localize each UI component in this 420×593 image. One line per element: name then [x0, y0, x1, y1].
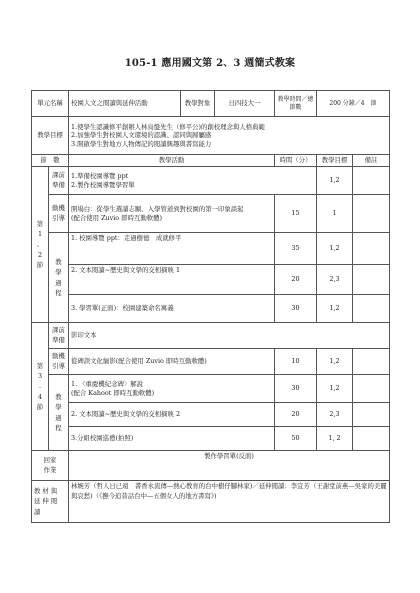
p1-step-text: 2. 文本閱讀~歷史與文學的交相摘映 1 — [69, 265, 275, 295]
col-objective: 教學目標 — [317, 155, 353, 167]
column-header-row — [32, 155, 390, 167]
p2-motivation-label: 動機 引導 — [49, 349, 69, 375]
p1-motivation-remarks — [353, 195, 390, 233]
goals-label: 教學目標 — [32, 117, 69, 155]
p2-step-remarks — [353, 427, 390, 451]
p1-step-text: 1. 校園導覽 ppt：走過樹德 成就修平 — [69, 233, 275, 265]
unit-label: 單元名稱 — [32, 91, 69, 117]
p2-step-objective: 1,2 — [317, 375, 353, 403]
p2-step-minutes: 20 — [275, 403, 317, 427]
p2-motivation-remarks — [353, 349, 390, 375]
p1-step-remarks — [353, 295, 390, 323]
p2-motivation-objective: 1,2 — [317, 349, 353, 375]
p1-step-remarks — [353, 233, 390, 265]
p1-motivation-objective: 1 — [317, 195, 353, 233]
materials-row — [32, 481, 390, 523]
goal-item: 2.加強學生對校園人文環境的認識、認同與歸屬感 — [71, 131, 212, 140]
p1-step-remarks — [353, 265, 390, 295]
time-label: 教學時間／總節數 — [275, 91, 317, 117]
p1-motivation-label: 動機 引導 — [49, 195, 69, 233]
p2-step-remarks — [353, 403, 390, 427]
p1-prep-row — [32, 167, 390, 195]
p1-prep-remarks — [353, 167, 390, 195]
p1-motivation-row — [32, 195, 390, 233]
p2-step-objective: 1, 2 — [317, 427, 353, 451]
audience-label: 教學對象 — [181, 91, 215, 117]
p1-step-minutes: 35 — [275, 233, 317, 265]
goal-item: 1.使學生認識修平創辦人林烏盤先生（修平公)的創校理念與人格典範 — [71, 123, 265, 131]
unit-value: 校園人文之閱讀與延伸活動 — [69, 91, 181, 117]
p1-period-label: 第 1 、 2 節 — [32, 167, 49, 323]
p2-step-text: 3.分組校園巡禮(拍照) — [69, 427, 275, 451]
p1-motivation-minutes: 15 — [275, 195, 317, 233]
p2-period-label: 第 3 . 4 節 — [32, 323, 49, 451]
p2-prep-row — [32, 323, 390, 349]
col-remarks: 備註 — [353, 155, 390, 167]
lesson-plan-table — [31, 90, 390, 523]
col-minutes: 時間（分） — [275, 155, 317, 167]
materials-content: 林婉芳（哲人日已遠 書香永流傳—熱心教育的台中樹仔腳林家)／延伸閱讀：李宜芳（王謝堂前燕—吳家的美麗與哀愁)（《撫今追昔話台中—五個女人的地方書寫》) — [69, 481, 390, 523]
p1-step-minutes: 20 — [275, 265, 317, 295]
goals-row — [32, 117, 390, 155]
p1-motivation-content: 開場白：從學生選讀志願、入學管道到對校園的第一印象談起 (配合使用 Zuvio 即時互動軟體) — [69, 195, 275, 233]
p2-prep-content: 影印文本 — [69, 323, 390, 349]
p1-step-row — [32, 265, 390, 295]
p2-motivation-content: 從碑誤文化緬影(配合使用 Zuvio 即時互動軟體) — [69, 349, 275, 375]
p1-step-objective: 1,2 — [317, 233, 353, 265]
p2-motivation-row — [32, 349, 390, 375]
p2-step-row — [32, 375, 390, 403]
p2-step-text: 2. 文本閱讀~歷史與文學的交相摘映 2 — [69, 403, 275, 427]
materials-label: 教 材 與 延 伸 閱 讀 — [32, 481, 69, 523]
homework-label: 回家 作業 — [32, 451, 69, 481]
p2-step-text: 1. 〈重慶機紀念碑〉解說 (配合 Kahoot 即時互動軟體) — [69, 375, 275, 403]
col-activity: 教學活動 — [69, 155, 275, 167]
p1-prep-content: 1.準備校園導覽 ppt 2.製作校園導覽學習單 — [69, 167, 317, 195]
p2-step-minutes: 50 — [275, 427, 317, 451]
p2-motivation-minutes: 10 — [275, 349, 317, 375]
p2-step-objective: 2,3 — [317, 403, 353, 427]
goals-list — [69, 117, 390, 155]
p2-prep-label: 課前 準備 — [49, 323, 69, 349]
p2-step-row — [32, 427, 390, 451]
homework-row — [32, 451, 390, 481]
p1-step-row — [32, 295, 390, 323]
audience-value: 日四技大一 — [215, 91, 275, 117]
p1-prep-objective: 1,2 — [317, 167, 353, 195]
p2-step-remarks — [353, 375, 390, 403]
col-section: 節 數 — [32, 155, 69, 167]
homework-content: 製作學習單(反面) — [69, 451, 390, 481]
goal-item: 3.開啟學生對地方人物傳記的閱讀興趣與書寫能力 — [71, 139, 212, 148]
p1-step-text: 3. 學習單(正面)：校園建築命名寓義 — [69, 295, 275, 323]
p1-step-objective: 2,3 — [317, 265, 353, 295]
p2-step-minutes: 30 — [275, 375, 317, 403]
header-row — [32, 91, 390, 117]
p2-teaching-label: 教 學 過 程 — [49, 375, 69, 451]
p1-step-minutes: 30 — [275, 295, 317, 323]
page-title: 105-1 應用國文第 2、3 週簡式教案 — [124, 58, 296, 69]
time-value: 200 分鐘／4 節 — [317, 91, 390, 117]
p2-step-row — [32, 403, 390, 427]
p1-step-row — [32, 233, 390, 265]
p1-prep-label: 課前 準備 — [49, 167, 69, 195]
p1-teaching-label: 教 學 過 程 — [49, 233, 69, 323]
p1-step-objective: 1,2 — [317, 295, 353, 323]
